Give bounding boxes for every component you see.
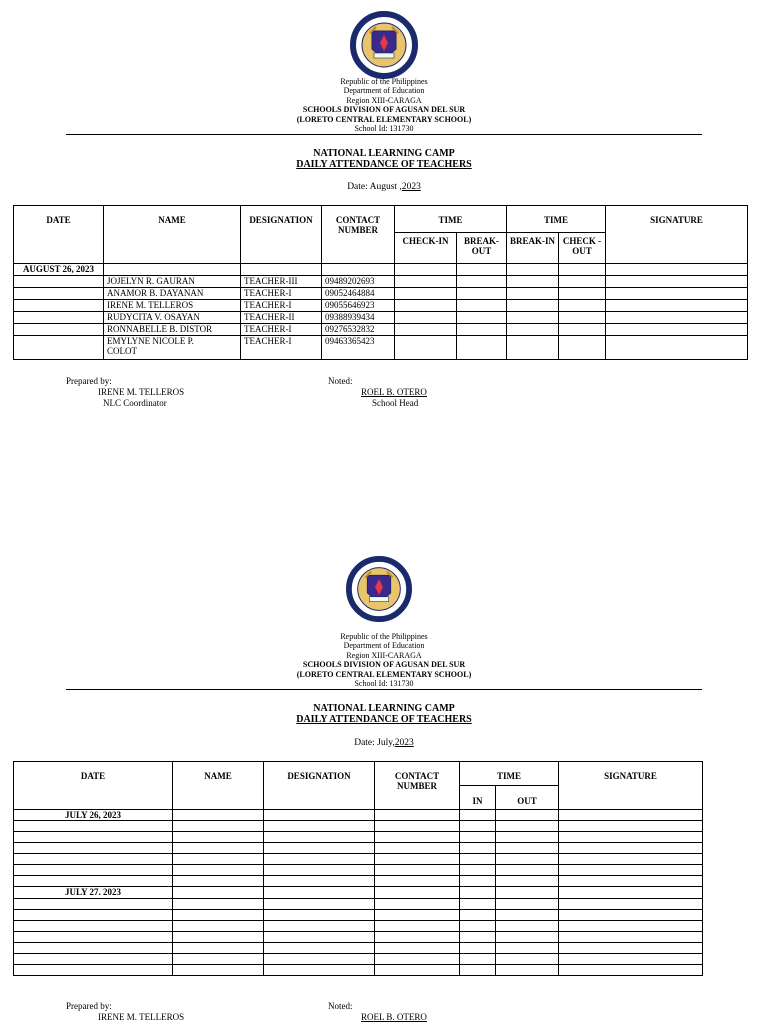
teacher-name: JOJELYN R. GAURAN: [104, 276, 241, 288]
teacher-designation: TEACHER-I: [241, 288, 322, 300]
teacher-contact: 09489202693: [322, 276, 395, 288]
table-row: [14, 312, 748, 324]
date-label: JULY 26, 2023: [14, 810, 173, 821]
table-row: [14, 943, 703, 954]
col-check-out: CHECK -OUT: [559, 233, 606, 264]
table-row: [14, 854, 703, 865]
col-date: DATE: [14, 762, 173, 810]
col-name: NAME: [104, 206, 241, 264]
title-line-1: NATIONAL LEARNING CAMP: [313, 148, 455, 159]
teacher-contact: 09276532832: [322, 324, 395, 336]
col-designation: DESIGNATION: [264, 762, 375, 810]
col-name: NAME: [173, 762, 264, 810]
col-time-am: TIME: [395, 206, 507, 233]
table-row: [14, 910, 703, 921]
prepared-by-label: Prepared by:: [66, 376, 112, 386]
header-division: SCHOOLS DIVISION OF AGUSAN DEL SUR: [302, 660, 466, 670]
header-school-id: School Id: 131730: [354, 679, 414, 689]
col-check-in: CHECK-IN: [395, 233, 457, 264]
noted-by-role: School Head: [372, 398, 419, 408]
teacher-contact: 09388939434: [322, 312, 395, 324]
prepared-by-block: [66, 376, 184, 409]
header-line-department: Department of Education: [343, 641, 425, 651]
teacher-designation: TEACHER-I: [241, 300, 322, 312]
col-date: DATE: [14, 206, 104, 264]
table-row: [14, 276, 748, 288]
table-row: [14, 843, 703, 854]
table-row: [14, 865, 703, 876]
teacher-name: IRENE M. TELLEROS: [104, 300, 241, 312]
date-prefix: Date: August ,: [347, 182, 402, 192]
header-line-department: Department of Education: [343, 86, 425, 96]
document-title: [0, 148, 768, 170]
teacher-contact: 09463365423: [322, 336, 395, 360]
col-signature: SIGNATURE: [606, 206, 748, 264]
header-division: SCHOOLS DIVISION OF AGUSAN DEL SUR: [302, 105, 466, 115]
date-year: 2023: [394, 738, 414, 748]
teacher-contact: 09055646923: [322, 300, 395, 312]
teacher-designation: TEACHER-III: [241, 276, 322, 288]
header-divider: [66, 134, 702, 135]
teacher-name: RUDYCITA V. OSAYAN: [104, 312, 241, 324]
teacher-name-line-2: COLOT: [107, 346, 137, 356]
noted-by-label: Noted:: [328, 1001, 353, 1011]
table-row: [14, 300, 748, 312]
teacher-designation: TEACHER-I: [241, 336, 322, 360]
teacher-contact: 09052464884: [322, 288, 395, 300]
letterhead: [0, 77, 768, 133]
header-school: (LORETO CENTRAL ELEMENTARY SCHOOL): [296, 114, 472, 124]
document-title: [0, 703, 768, 725]
teacher-designation: TEACHER-II: [241, 312, 322, 324]
table-row: [14, 288, 748, 300]
noted-by-label: Noted:: [328, 376, 353, 386]
header-line-republic: Republic of the Philippines: [340, 632, 428, 641]
header-school: (LORETO CENTRAL ELEMENTARY SCHOOL): [296, 669, 472, 679]
date-line: [0, 738, 768, 748]
date-label: AUGUST 26, 2023: [14, 264, 104, 276]
letterhead: [0, 632, 768, 688]
table-row: [14, 264, 748, 276]
title-line-2: DAILY ATTENDANCE OF TEACHERS: [296, 159, 472, 170]
deped-seal-logo: [350, 11, 418, 79]
col-break-out: BREAK-OUT: [457, 233, 507, 264]
teacher-name-line-1: EMYLYNE NICOLE P.: [107, 336, 194, 346]
prepared-by-role: NLC Coordinator: [103, 398, 167, 408]
table-row: [14, 810, 703, 821]
prepared-by-label: Prepared by:: [66, 1001, 112, 1011]
noted-by-block: [328, 376, 427, 409]
col-contact: CONTACT NUMBER: [322, 206, 395, 264]
title-line-2: DAILY ATTENDANCE OF TEACHERS: [296, 714, 472, 725]
date-line: [0, 182, 768, 192]
attendance-table-july: [13, 761, 703, 976]
teacher-designation: TEACHER-I: [241, 324, 322, 336]
col-out: OUT: [496, 786, 559, 810]
col-signature: SIGNATURE: [559, 762, 703, 810]
table-row: [14, 921, 703, 932]
table-row: [14, 876, 703, 887]
header-divider: [66, 689, 702, 690]
attendance-table-august: [13, 205, 748, 360]
table-row: [14, 887, 703, 899]
header-line-republic: Republic of the Philippines: [340, 77, 428, 86]
prepared-by-block: [66, 1001, 184, 1023]
teacher-name: RONNABELLE B. DISTOR: [104, 324, 241, 336]
col-break-in: BREAK-IN: [507, 233, 559, 264]
title-line-1: NATIONAL LEARNING CAMP: [313, 703, 455, 714]
teacher-name: ANAMOR B. DAYANAN: [104, 288, 241, 300]
header-line-region: Region XIII-CARAGA: [346, 650, 422, 660]
prepared-by-name: IRENE M. TELLEROS: [98, 1012, 185, 1022]
date-year: 2023: [401, 182, 421, 192]
col-time-pm: TIME: [507, 206, 606, 233]
table-row: [14, 965, 703, 976]
table-row: [14, 832, 703, 843]
table-row: [14, 324, 748, 336]
prepared-by-name: IRENE M. TELLEROS: [98, 387, 185, 397]
header-line-region: Region XIII-CARAGA: [346, 95, 422, 105]
noted-by-name: ROEL B. OTERO: [361, 1012, 427, 1022]
date-label: JULY 27. 2023: [14, 887, 173, 899]
col-time: TIME: [460, 762, 559, 786]
noted-by-block: [328, 1001, 427, 1023]
table-row: [14, 821, 703, 832]
table-row: [14, 932, 703, 943]
header-school-id: School Id: 131730: [354, 124, 414, 134]
teacher-name: [104, 336, 241, 360]
noted-by-name: ROEL B. OTERO: [361, 387, 427, 397]
col-designation: DESIGNATION: [241, 206, 322, 264]
col-contact: CONTACT NUMBER: [375, 762, 460, 810]
col-in: IN: [460, 786, 496, 810]
table-row: [14, 899, 703, 910]
deped-seal-logo: [346, 556, 412, 622]
date-prefix: Date: July,: [354, 738, 395, 748]
table-row: [14, 954, 703, 965]
table-row: [14, 336, 748, 360]
